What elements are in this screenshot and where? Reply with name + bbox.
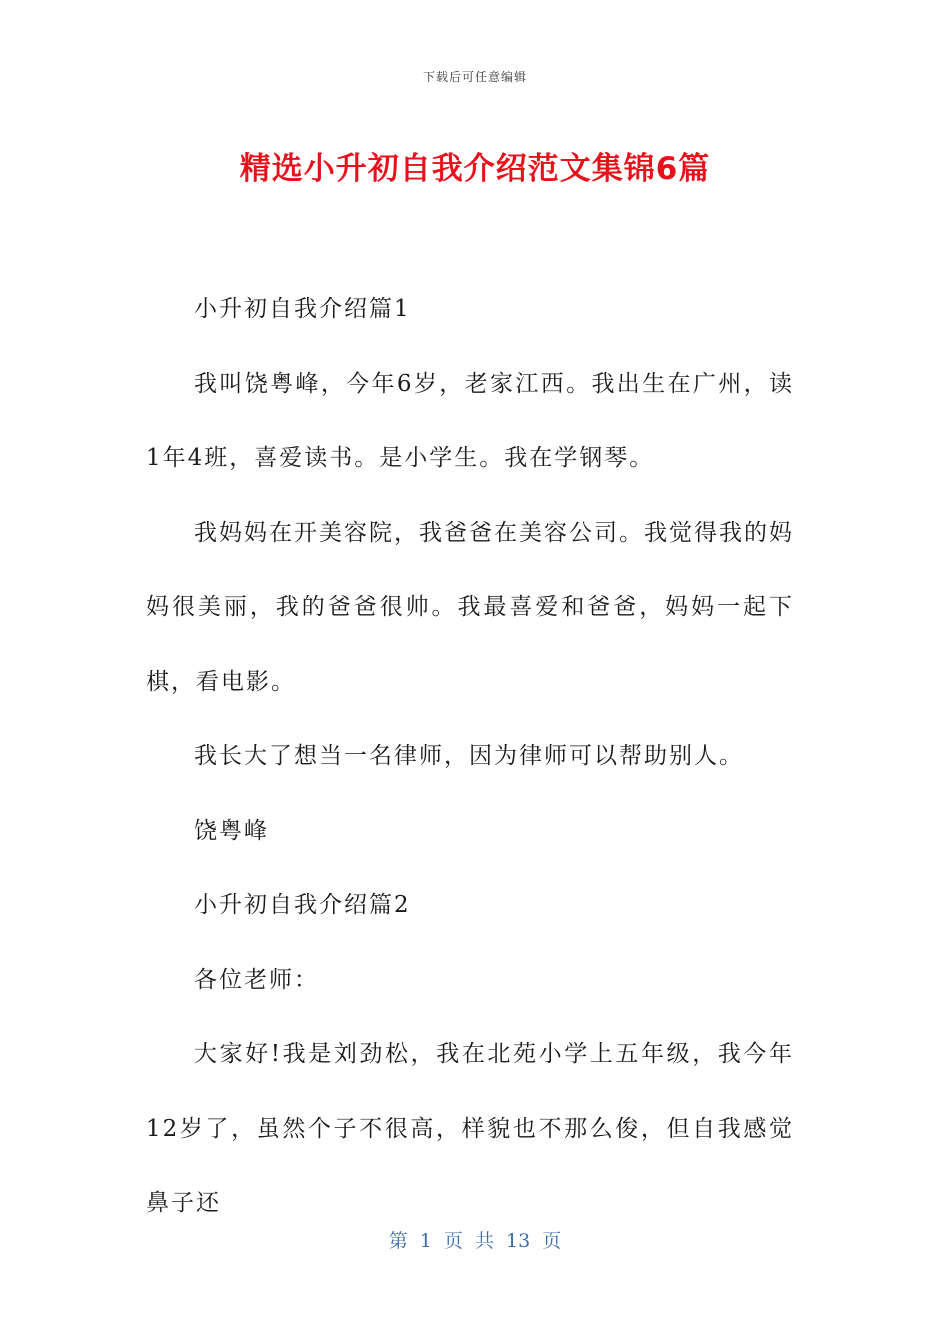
paragraph: 大家好!我是刘劲松，我在北苑小学上五年级，我今年12岁了，虽然个子不很高，样貌也不那么俊，但自我感觉鼻子还 bbox=[146, 1041, 794, 1216]
page-number-footer: 第 1 页 共 13 页 bbox=[388, 1230, 562, 1252]
document-title: 精选小升初自我介绍范文集锦6篇 bbox=[239, 151, 711, 187]
paragraph: 我长大了想当一名律师，因为律师可以帮助别人。 bbox=[194, 743, 744, 769]
paragraph: 我妈妈在开美容院，我爸爸在美容公司。我觉得我的妈妈很美丽，我的爸爸很帅。我最喜爱和爸爸，妈妈一起下棋，看电影。 bbox=[146, 519, 794, 695]
section-heading-2: 小升初自我介绍篇2 bbox=[194, 892, 411, 918]
salutation: 各位老师： bbox=[194, 966, 319, 993]
header-note: 下载后可任意编辑 bbox=[422, 70, 527, 84]
section-heading-1: 小升初自我介绍篇1 bbox=[194, 296, 411, 322]
document-body bbox=[146, 272, 794, 1241]
paragraph: 我叫饶粤峰，今年6岁，老家江西。我出生在广州，读1年4班，喜爱读书。是小学生。我在学钢琴。 bbox=[146, 370, 794, 471]
signature-name: 饶粤峰 bbox=[194, 817, 269, 844]
